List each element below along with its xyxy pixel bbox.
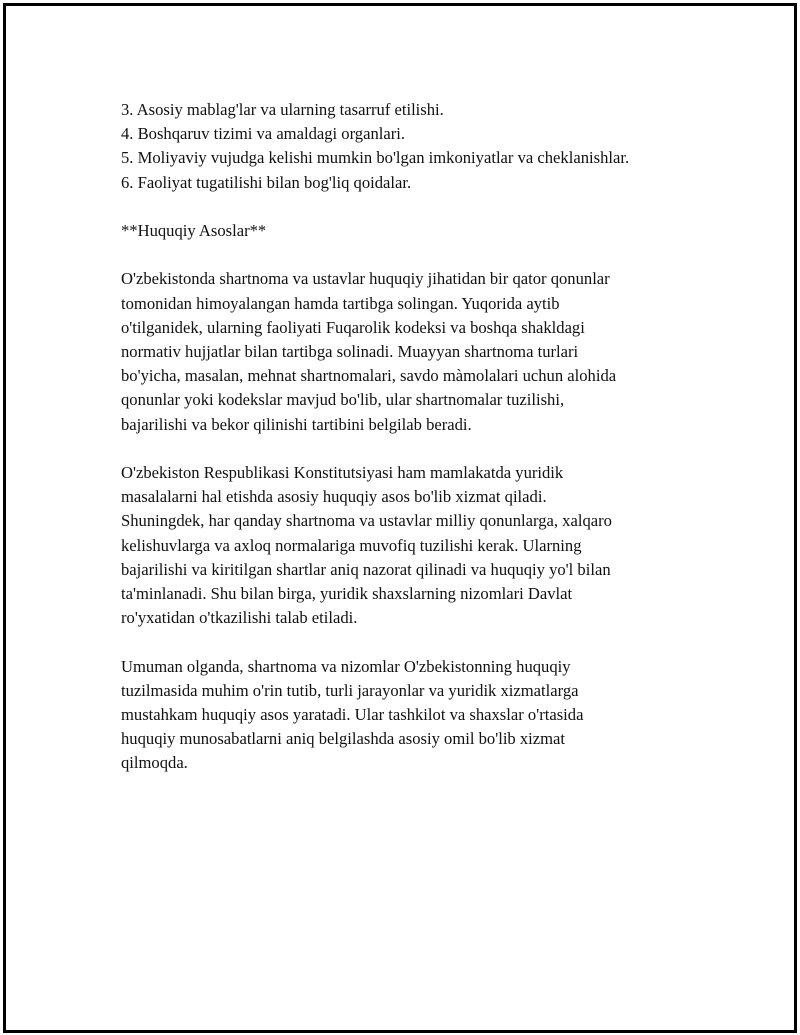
- paragraph-line: ro'yxatidan o'tkazilishi talab etiladi.: [121, 608, 358, 628]
- section-heading: **Huquqiy Asoslar**: [121, 221, 267, 240]
- list-item-3: 3. Asosiy mablag'lar va ularning tasarruf etilishi.: [121, 100, 444, 119]
- paragraph-line: o'tilganidek, ularning faoliyati Fuqarolik kodeksi va boshqa shakldagi: [121, 317, 585, 337]
- paragraph-line: bajarilishi va kiritilgan shartlar aniq nazorat qilinadi va huquqiy yo'l bilan: [121, 559, 611, 579]
- paragraph-line: Shuningdek, har qanday shartnoma va ustavlar milliy qonunlarga, xalqaro: [121, 511, 612, 531]
- paragraph-line: Umuman olganda, shartnoma va nizomlar O'zbekistonning huquqiy: [121, 656, 571, 676]
- paragraph-conclusion: [121, 655, 721, 776]
- list-item-6: 6. Faoliyat tugatilishi bilan bog'liq qoidalar.: [121, 172, 412, 192]
- paragraph-legal-basis: [121, 267, 721, 436]
- paragraph-line: O'zbekistonda shartnoma va ustavlar huquqiy jihatidan bir qator qonunlar: [121, 269, 610, 289]
- paragraph-line: mustahkam huquqiy asos yaratadi. Ular tashkilot va shaxslar o'rtasida: [121, 705, 584, 725]
- paragraph-line: tomonidan himoyalangan hamda tartibga solingan. Yuqorida aytib: [121, 293, 560, 313]
- list-item-4: 4. Boshqaruv tizimi va amaldagi organlari.: [121, 124, 406, 144]
- paragraph-line: bajarilishi va bekor qilinishi tartibini belgilab beradi.: [121, 414, 472, 434]
- numbered-list: [121, 98, 721, 195]
- document-body: [121, 98, 721, 776]
- paragraph-line: qonunlar yoki kodekslar mavjud bo'lib, ular shartnomalar tuzilishi,: [121, 390, 565, 410]
- paragraph-line: tuzilmasida muhim o'rin tutib, turli jarayonlar va yuridik xizmatlarga: [121, 680, 579, 700]
- paragraph-line: bo'yicha, masalan, mehnat shartnomalari, savdo màmolalari uchun alohida: [121, 366, 617, 386]
- paragraph-line: qilmoqda.: [121, 753, 188, 773]
- paragraph-line: ta'minlanadi. Shu bilan birga, yuridik shaxslarning nizomlari Davlat: [121, 584, 573, 604]
- paragraph-line: O'zbekiston Respublikasi Konstitutsiyasi ham mamlakatda yuridik: [121, 463, 564, 482]
- paragraph-line: huquqiy munosabatlarni aniq belgilashda asosiy omil bo'lib xizmat: [121, 729, 566, 749]
- page-frame: [3, 3, 797, 1033]
- paragraph-line: masalalarni hal etishda asosiy huquqiy asos bo'lib xizmat qiladi.: [121, 487, 547, 507]
- paragraph-line: kelishuvlarga va axloq normalariga muvofiq tuzilishi kerak. Ularning: [121, 535, 582, 555]
- list-item-5: 5. Moliyaviy vujudga kelishi mumkin bo'lgan imkoniyatlar va cheklanishlar.: [121, 148, 630, 168]
- paragraph-line: normativ hujjatlar bilan tartibga solinadi. Muayyan shartnoma turlari: [121, 342, 579, 361]
- paragraph-constitution: [121, 461, 721, 630]
